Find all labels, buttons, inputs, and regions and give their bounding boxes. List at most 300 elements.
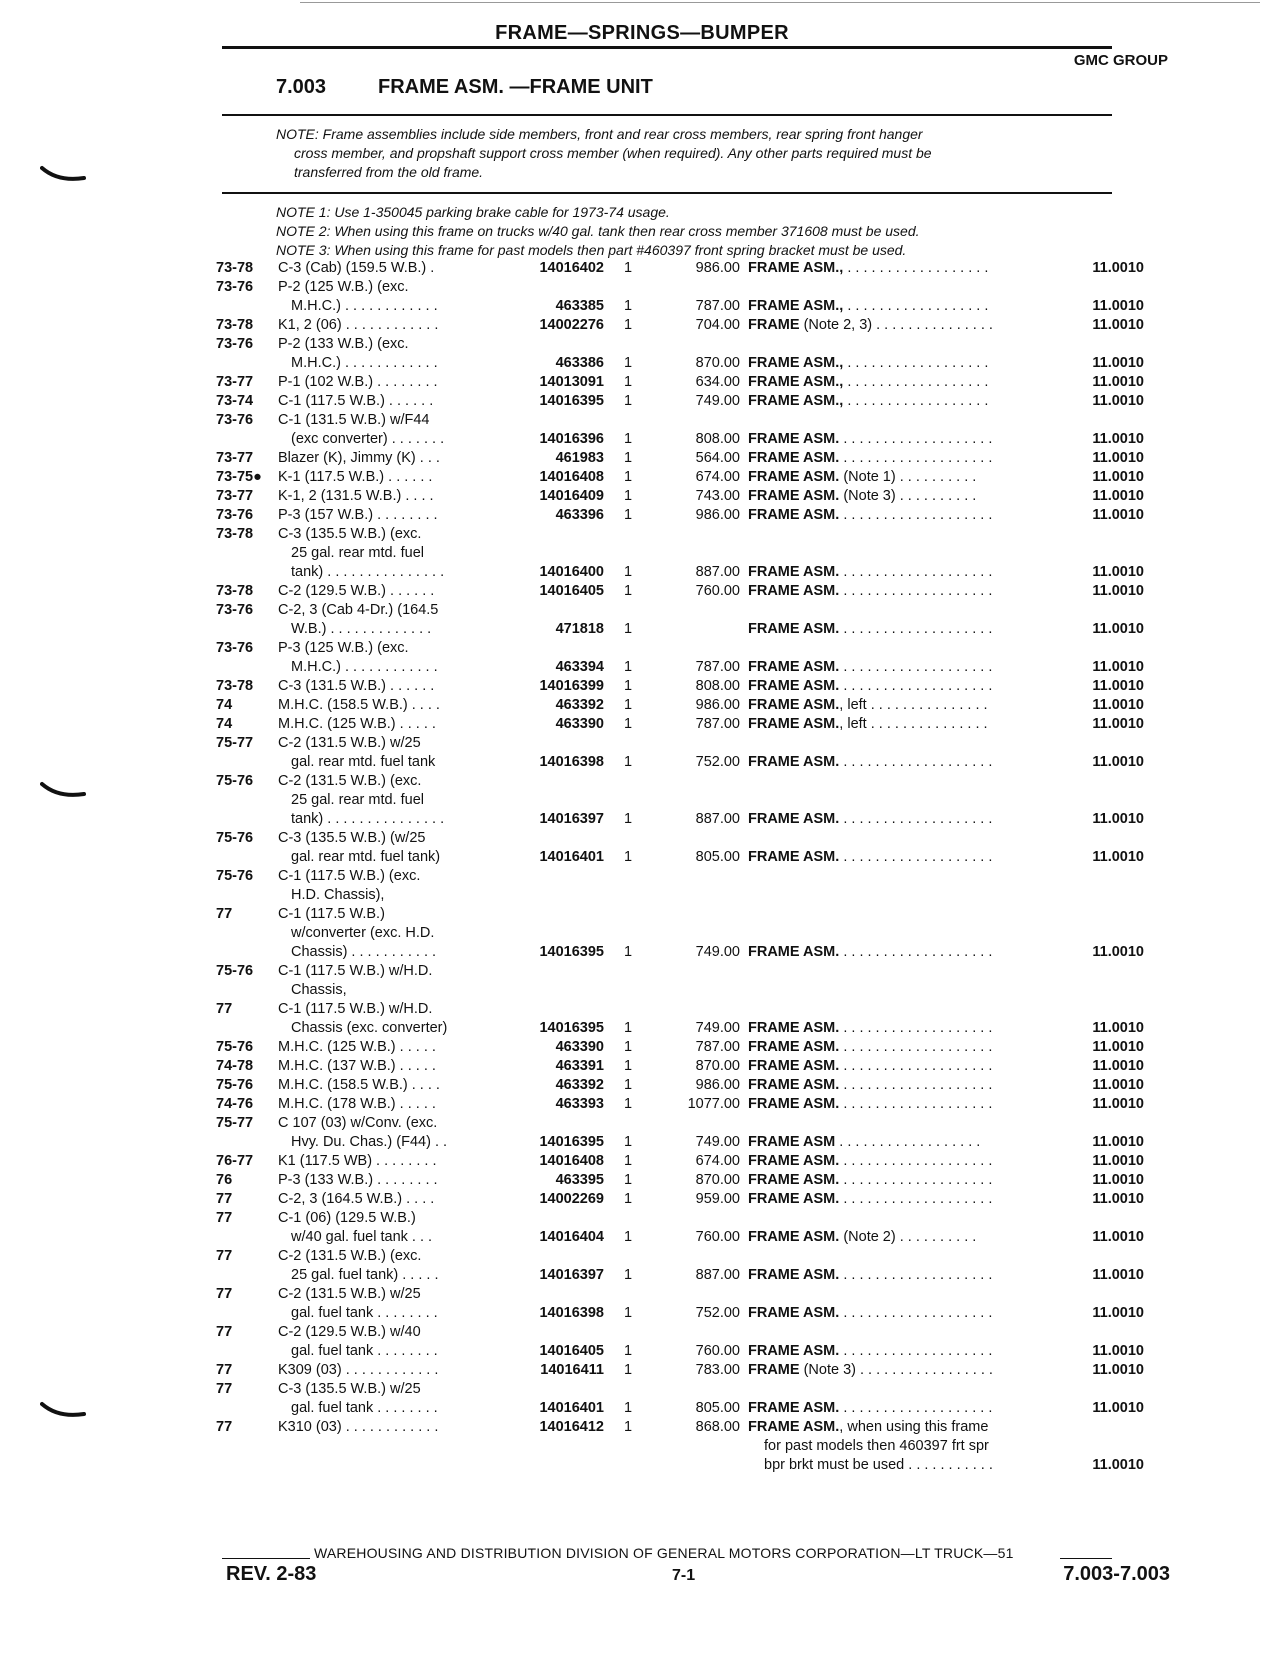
quantity: 1 [623,583,633,599]
table-row [216,715,1176,734]
part-description [748,1228,1048,1247]
part-name: FRAME ASM. [748,849,840,865]
part-number: 14016395 [539,393,604,409]
year-range: 75-76 [216,963,254,979]
table-row [216,734,1176,753]
group-number: 11.0010 [1092,1457,1144,1473]
model-description: 25 gal. rear mtd. fuel [291,545,424,561]
price: 749.00 [695,944,740,960]
year-range: 73-76 [216,602,254,618]
year-range: 77 [216,1381,233,1397]
part-number: 463386 [555,355,604,371]
price: 743.00 [695,488,740,504]
table-row [216,924,1176,943]
part-description [748,297,1048,316]
model-description: 25 gal. fuel tank) . . . . . [291,1267,439,1283]
part-number: 471818 [555,621,604,637]
part-name: FRAME ASM [748,1134,836,1150]
table-row [216,1076,1176,1095]
year-range: 73-76 [216,412,254,428]
table-row [216,430,1176,449]
part-detail: . . . . . . . . . . . . . . . . . . . [839,583,993,599]
table-row [216,1019,1176,1038]
part-description [748,810,1048,829]
quantity: 1 [623,431,633,447]
year-range: 75-76 [216,1039,254,1055]
table-row [216,620,1176,639]
group-number: 11.0010 [1092,431,1144,447]
part-detail: , left . . . . . . . . . . . . . . . [839,697,988,713]
part-number: 463395 [555,1172,604,1188]
part-detail: bpr brkt must be used . . . . . . . . . . . [764,1457,993,1473]
model-description: K1 (117.5 WB) . . . . . . . . [278,1153,437,1169]
part-name: FRAME ASM. [748,754,840,770]
year-range: 77 [216,906,233,922]
year-range: 73-78 [216,526,254,542]
table-row [216,1342,1176,1361]
year-range: 75-76 [216,868,254,884]
part-name: FRAME [748,317,800,333]
group-number: 11.0010 [1092,849,1144,865]
part-description [748,430,1048,449]
frame-note [276,125,1176,182]
model-description: K310 (03) . . . . . . . . . . . . [278,1419,439,1435]
year-range: 74 [216,716,233,732]
note-1: NOTE 1: Use 1-350045 parking brake cable for 1973-74 usage. [276,204,670,220]
quantity: 1 [623,507,633,523]
part-detail: . . . . . . . . . . . . . . . . . . . [839,754,993,770]
group-number: 11.0010 [1092,678,1144,694]
year-range: 74 [216,697,233,713]
model-description: C-1 (117.5 W.B.) (exc. [278,868,421,884]
model-description: gal. fuel tank . . . . . . . . [291,1305,438,1321]
part-number: 14016395 [539,1134,604,1150]
year-range: 77 [216,1419,233,1435]
year-range: 77 [216,1191,233,1207]
quantity: 1 [623,355,633,371]
table-row [216,829,1176,848]
table-row [216,487,1176,506]
group-number: 11.0010 [1092,697,1144,713]
quantity: 1 [623,697,633,713]
price: 752.00 [695,754,740,770]
model-description: K1, 2 (06) . . . . . . . . . . . . [278,317,439,333]
price: 760.00 [695,1229,740,1245]
model-description: gal. fuel tank . . . . . . . . [291,1343,438,1359]
note-2: NOTE 2: When using this frame on trucks w/40 gal. tank then rear cross member 371608 must be used. [276,223,920,239]
table-row [216,1228,1176,1247]
part-detail: . . . . . . . . . . . . . . . . . . [843,374,989,390]
part-name: FRAME ASM. [748,469,840,485]
quantity: 1 [623,1058,633,1074]
quantity: 1 [623,849,633,865]
part-detail: . . . . . . . . . . . . . . . . . . [843,298,989,314]
part-detail: . . . . . . . . . . . . . . . . . . . [839,621,993,637]
price: 887.00 [695,811,740,827]
note-rule [222,192,1112,194]
group-number: 11.0010 [1092,716,1144,732]
quantity: 1 [623,260,633,276]
table-row [216,1000,1176,1019]
model-description: M.H.C.) . . . . . . . . . . . . [291,659,438,675]
price: 986.00 [695,1077,740,1093]
part-number: 463393 [555,1096,604,1112]
table-row [216,1114,1176,1133]
quantity: 1 [623,374,633,390]
part-name: FRAME ASM., [748,298,844,314]
model-description: C 107 (03) w/Conv. (exc. [278,1115,438,1131]
price: 870.00 [695,355,740,371]
year-range: 73-76 [216,507,254,523]
page-number: 7-1 [672,1567,696,1584]
part-detail: . . . . . . . . . . . . . . . . . . . [839,849,993,865]
part-detail: . . . . . . . . . . . . . . . . . . . [839,1039,993,1055]
table-row [216,392,1176,411]
part-description [748,658,1048,677]
part-name: FRAME ASM. [748,1153,840,1169]
part-description [748,392,1048,411]
part-number: 14016399 [539,678,604,694]
model-description: P-3 (133 W.B.) . . . . . . . . [278,1172,438,1188]
group-number: 11.0010 [1092,944,1144,960]
part-name: FRAME ASM. [748,1039,840,1055]
part-number: 14016401 [539,849,604,865]
model-description: C-1 (06) (129.5 W.B.) [278,1210,416,1226]
table-row [216,905,1176,924]
table-row [216,373,1176,392]
group-number: 11.0010 [1092,564,1144,580]
model-description: C-3 (135.5 W.B.) (w/25 [278,830,426,846]
revision-label: REV. 2-83 [226,1563,317,1585]
part-detail: . . . . . . . . . . . . . . . . . . . [839,431,993,447]
model-description: P-3 (125 W.B.) (exc. [278,640,409,656]
quantity: 1 [623,811,633,827]
quantity: 1 [623,678,633,694]
part-detail: (Note 3) . . . . . . . . . . [839,488,977,504]
group-number: 11.0010 [1092,1172,1144,1188]
part-number: 14016408 [539,469,604,485]
quantity: 1 [623,1229,633,1245]
parts-table [216,259,1176,1475]
year-range: 73-76 [216,640,254,656]
group-number: 11.0010 [1092,1400,1144,1416]
part-number: 463396 [555,507,604,523]
model-description: C-3 (Cab) (159.5 W.B.) . [278,260,435,276]
group-number: 11.0010 [1092,374,1144,390]
part-name: FRAME ASM. [748,716,840,732]
part-name: FRAME ASM. [748,697,840,713]
model-description: C-1 (117.5 W.B.) w/H.D. [278,1001,433,1017]
part-name: FRAME ASM. [748,1229,840,1245]
part-detail: . . . . . . . . . . . . . . . . . . [835,1134,981,1150]
part-detail: . . . . . . . . . . . . . . . . . . [843,393,989,409]
model-description: gal. fuel tank . . . . . . . . [291,1400,438,1416]
model-description: Chassis, [291,982,347,998]
part-name: FRAME ASM. [748,659,840,675]
part-detail: . . . . . . . . . . . . . . . . . . . [839,944,993,960]
group-number: 11.0010 [1092,1267,1144,1283]
quantity: 1 [623,1191,633,1207]
year-range: 77 [216,1286,233,1302]
part-number: 14002276 [539,317,604,333]
price: 783.00 [695,1362,740,1378]
part-name: FRAME ASM., [748,393,844,409]
group-label: GMC GROUP [1073,52,1168,69]
year-range: 76-77 [216,1153,254,1169]
year-range: 75-76 [216,830,254,846]
table-row [216,962,1176,981]
part-description [748,449,1048,468]
part-name: FRAME ASM. [748,1305,840,1321]
part-number: 14016404 [539,1229,604,1245]
model-description: gal. rear mtd. fuel tank [291,754,436,770]
year-range: 75-77 [216,1115,254,1131]
model-description: M.H.C. (178 W.B.) . . . . . [278,1096,436,1112]
price: 674.00 [695,469,740,485]
part-number: 463390 [555,1039,604,1055]
part-detail: (Note 2, 3) . . . . . . . . . . . . . . . [799,317,993,333]
part-description [748,715,1048,734]
group-number: 11.0010 [1092,488,1144,504]
table-row [216,1152,1176,1171]
table-row [216,316,1176,335]
model-description: C-2, 3 (Cab 4-Dr.) (164.5 [278,602,439,618]
table-row [216,943,1176,962]
part-detail: . . . . . . . . . . . . . . . . . . . [839,659,993,675]
year-range: 74-78 [216,1058,254,1074]
price: 870.00 [695,1058,740,1074]
year-range: 75-76 [216,773,254,789]
model-description: P-3 (157 W.B.) . . . . . . . . [278,507,438,523]
part-detail: . . . . . . . . . . . . . . . . . . . [839,1400,993,1416]
model-description: C-3 (135.5 W.B.) w/25 [278,1381,421,1397]
price: 986.00 [695,507,740,523]
group-number: 11.0010 [1092,1134,1144,1150]
model-description: M.H.C. (158.5 W.B.) . . . . [278,697,440,713]
table-row [216,1266,1176,1285]
model-description: H.D. Chassis), [291,887,385,903]
part-name: FRAME ASM., [748,355,844,371]
model-description: K-1 (117.5 W.B.) . . . . . . [278,469,433,485]
table-row [216,411,1176,430]
part-number: 14016411 [540,1362,604,1378]
group-number: 11.0010 [1092,469,1144,485]
group-number: 11.0010 [1092,1305,1144,1321]
part-detail: (Note 3) . . . . . . . . . . . . . . . . . [799,1362,993,1378]
quantity: 1 [623,1343,633,1359]
top-edge-rule [300,2,1260,3]
year-range: 73-74 [216,393,254,409]
year-range: 73-76 [216,336,254,352]
year-range: 73-78 [216,583,254,599]
table-row [216,1285,1176,1304]
model-description: Blazer (K), Jimmy (K) . . . [278,450,440,466]
section-title: FRAME ASM. —FRAME UNIT [378,76,653,98]
model-description: C-1 (117.5 W.B.) [278,906,385,922]
price: 749.00 [695,1134,740,1150]
table-row [216,886,1176,905]
part-number: 463392 [555,697,604,713]
group-number: 11.0010 [1092,1343,1144,1359]
part-name: FRAME ASM. [748,1096,840,1112]
table-row [216,753,1176,772]
part-description [748,1266,1048,1285]
part-description [748,1361,1048,1380]
quantity: 1 [623,1020,633,1036]
part-name: FRAME ASM., [748,260,844,276]
part-name: FRAME ASM. [748,1077,840,1093]
year-range: 77 [216,1248,233,1264]
year-range: 77 [216,1324,233,1340]
group-number: 11.0010 [1092,621,1144,637]
part-description [764,1456,1064,1475]
model-description: C-1 (117.5 W.B.) w/H.D. [278,963,433,979]
table-row [216,354,1176,373]
part-description [748,354,1048,373]
part-detail: . . . . . . . . . . . . . . . . . . . [839,507,993,523]
table-row [216,1247,1176,1266]
table-row [216,848,1176,867]
price: 868.00 [695,1419,740,1435]
binder-hole-mark [40,1400,86,1424]
model-description: (exc converter) . . . . . . . [291,431,445,447]
table-row [216,563,1176,582]
model-description: M.H.C.) . . . . . . . . . . . . [291,355,438,371]
page-title: FRAME—SPRINGS—BUMPER [495,22,789,44]
group-number: 11.0010 [1092,1020,1144,1036]
model-description: C-2 (131.5 W.B.) (exc. [278,1248,422,1264]
group-number: 11.0010 [1092,1191,1144,1207]
part-number: 14016405 [539,583,604,599]
table-row [216,1323,1176,1342]
table-row [216,867,1176,886]
year-range: 77 [216,1210,233,1226]
table-row [216,1304,1176,1323]
part-description [748,316,1048,335]
year-range: 73-75● [216,469,262,485]
part-description [748,1057,1048,1076]
quantity: 1 [623,754,633,770]
part-detail: . . . . . . . . . . . . . . . . . . . [839,564,993,580]
model-description: C-3 (131.5 W.B.) . . . . . . [278,678,435,694]
quantity: 1 [623,716,633,732]
price: 1077.00 [687,1096,740,1112]
table-row [216,1361,1176,1380]
part-description [748,696,1048,715]
year-range: 73-78 [216,678,254,694]
quantity: 1 [623,488,633,504]
part-description [748,1152,1048,1171]
table-row [216,658,1176,677]
year-range: 75-77 [216,735,254,751]
part-description [748,753,1048,772]
part-description [748,1304,1048,1323]
table-row [216,297,1176,316]
part-description [748,1019,1048,1038]
part-detail: (Note 2) . . . . . . . . . . [839,1229,977,1245]
model-description: C-1 (131.5 W.B.) w/F44 [278,412,430,428]
section-rule [222,114,1112,116]
model-description: M.H.C. (125 W.B.) . . . . . [278,716,436,732]
year-range: 77 [216,1362,233,1378]
frame-note-line: cross member, and propshaft support cross member (when required). Any other parts required must be [294,145,932,161]
price: 564.00 [695,450,740,466]
quantity: 1 [623,469,633,485]
table-row [216,696,1176,715]
part-detail: . . . . . . . . . . . . . . . . . . [843,355,989,371]
price: 760.00 [695,583,740,599]
price: 887.00 [695,1267,740,1283]
model-description: C-2 (129.5 W.B.) w/40 [278,1324,421,1340]
part-description [748,506,1048,525]
part-name: FRAME ASM. [748,1419,840,1435]
quantity: 1 [623,317,633,333]
part-detail: . . . . . . . . . . . . . . . . . . . [839,811,993,827]
section-range: 7.003-7.003 [1063,1563,1170,1585]
part-detail: . . . . . . . . . . . . . . . . . . . [839,1096,993,1112]
price: 808.00 [695,678,740,694]
note-3: NOTE 3: When using this frame for past models then part #460397 front spring bracket must be used. [276,242,907,258]
quantity: 1 [623,450,633,466]
quantity: 1 [623,1153,633,1169]
model-description: Chassis) . . . . . . . . . . . [291,944,437,960]
year-range: 73-76 [216,279,254,295]
part-number: 14016409 [539,488,604,504]
table-row [216,449,1176,468]
part-description [748,373,1048,392]
quantity: 1 [623,1305,633,1321]
part-name: FRAME ASM. [748,1172,840,1188]
price: 805.00 [695,849,740,865]
group-number: 11.0010 [1092,1153,1144,1169]
footer-rule-right [1060,1558,1112,1559]
group-number: 11.0010 [1092,659,1144,675]
part-description [748,943,1048,962]
part-detail: , when using this frame [839,1419,989,1435]
section-number: 7.003 [276,76,327,98]
price: 749.00 [695,393,740,409]
price: 704.00 [695,317,740,333]
quantity: 1 [623,1077,633,1093]
model-description: gal. rear mtd. fuel tank) [291,849,441,865]
table-row [216,1038,1176,1057]
part-name: FRAME ASM. [748,1267,840,1283]
part-name: FRAME ASM. [748,1343,840,1359]
part-number: 463390 [555,716,604,732]
model-description: P-1 (102 W.B.) . . . . . . . . [278,374,438,390]
part-detail: . . . . . . . . . . . . . . . . . . . [839,1077,993,1093]
model-description: w/converter (exc. H.D. [291,925,435,941]
price: 787.00 [695,659,740,675]
model-description: tank) . . . . . . . . . . . . . . . [291,811,445,827]
part-name: FRAME ASM. [748,1400,840,1416]
part-detail: . . . . . . . . . . . . . . . . . . . [839,450,993,466]
group-number: 11.0010 [1092,1058,1144,1074]
model-description: M.H.C.) . . . . . . . . . . . . [291,298,438,314]
part-description [748,1038,1048,1057]
quantity: 1 [623,1362,633,1378]
model-description: C-2 (131.5 W.B.) w/25 [278,735,421,751]
part-number: 14016402 [539,260,604,276]
part-detail: (Note 1) . . . . . . . . . . [839,469,977,485]
quantity: 1 [623,1267,633,1283]
model-description: M.H.C. (158.5 W.B.) . . . . [278,1077,440,1093]
part-description [748,620,1048,639]
price: 749.00 [695,1020,740,1036]
group-number: 11.0010 [1092,317,1144,333]
part-detail: . . . . . . . . . . . . . . . . . . . [839,1153,993,1169]
table-row [216,525,1176,544]
